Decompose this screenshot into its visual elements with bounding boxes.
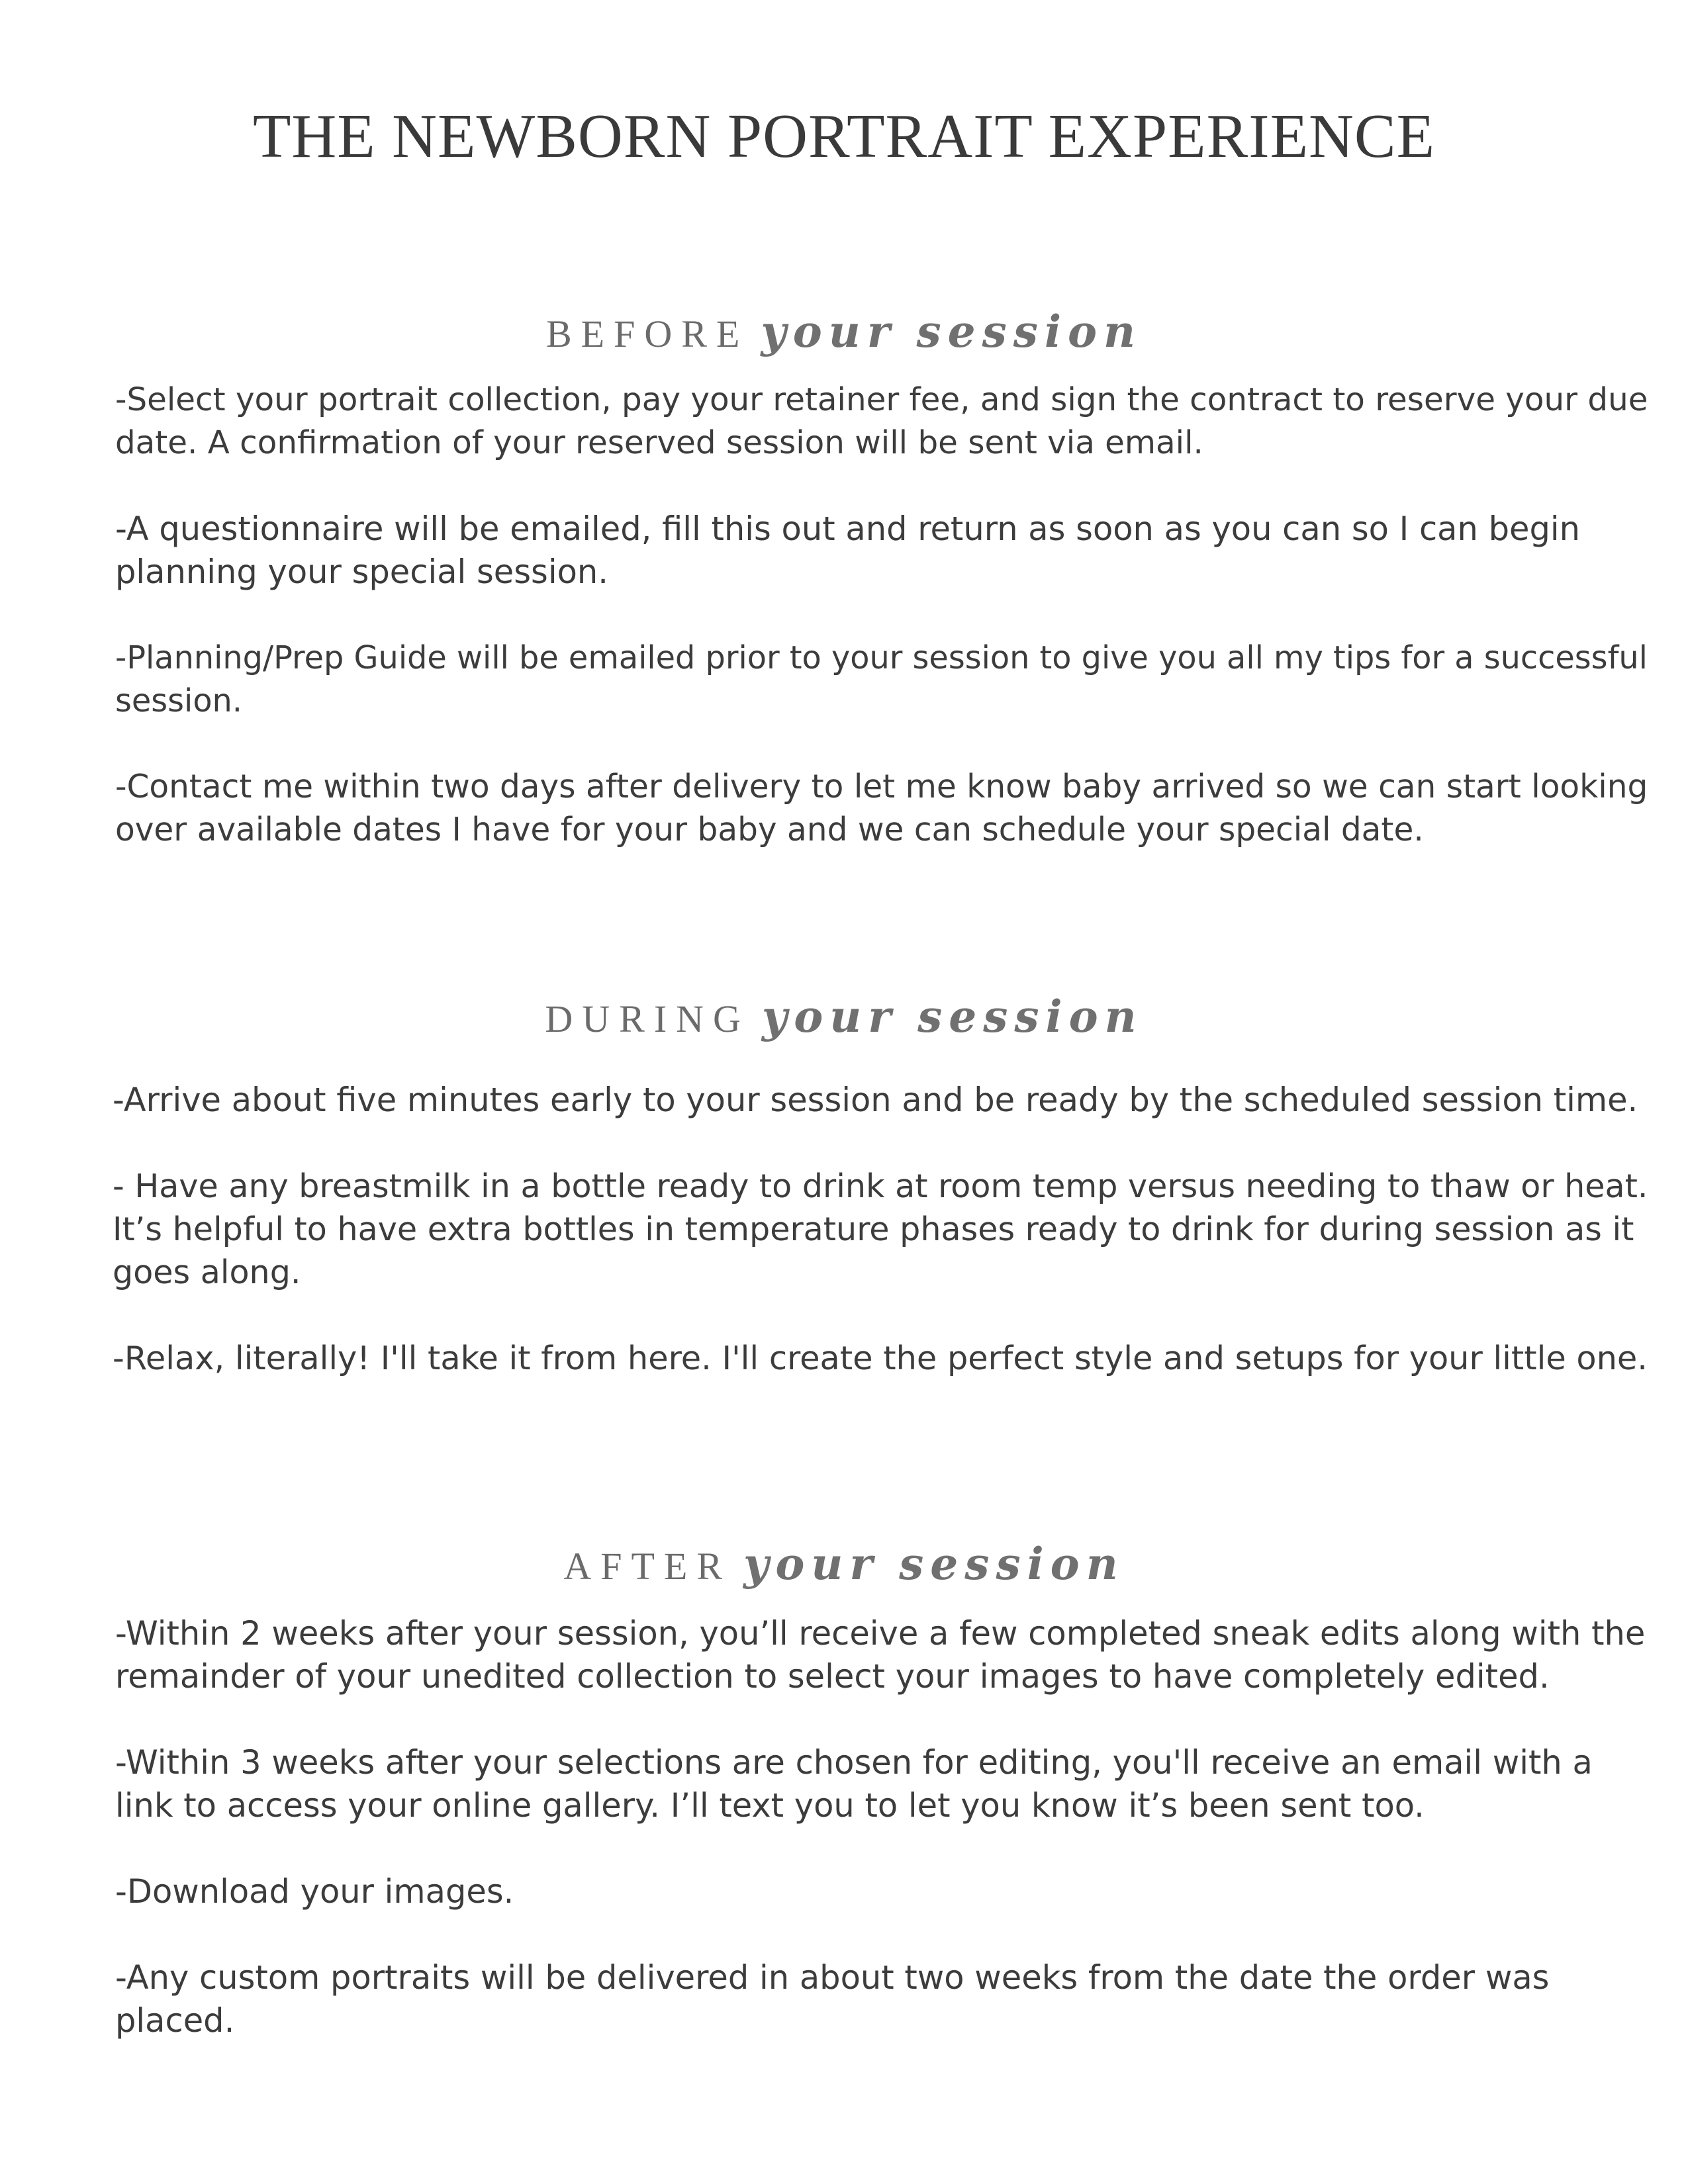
section-heading-during <box>0 991 1688 1042</box>
paragraph-before-4: -Contact me within two days after delivery to let me know baby arrived so we can start looking over available dates I have for your baby and we can schedule your special date. <box>115 768 1648 848</box>
paragraph-after-4: -Any custom portraits will be delivered in about two weeks from the date the order was placed. <box>115 1958 1550 2040</box>
paragraph-during-1: -Arrive about five minutes early to your session and be ready by the scheduled session time. <box>113 1081 1638 1119</box>
section-heading-keyword: DURING <box>545 997 750 1040</box>
section-heading-script: your session <box>761 306 1143 357</box>
section-heading-before <box>0 306 1688 357</box>
section-heading-after <box>0 1538 1688 1590</box>
section-heading-keyword: BEFORE <box>545 312 749 355</box>
section-heading-keyword: AFTER <box>563 1545 731 1588</box>
paragraph-during-3: -Relax, literally! I'll take it from here. I'll create the perfect style and setups for your little one. <box>113 1339 1648 1377</box>
paragraph-after-3: -Download your images. <box>115 1872 514 1911</box>
paragraph-before-3: -Planning/Prep Guide will be emailed prior to your session to give you all my tips for a successful session. <box>115 640 1648 719</box>
paragraph-after-2: -Within 3 weeks after your selections are chosen for editing, you'll receive an email with a link to access your online gallery. I’ll text you to let you know it’s been sent too. <box>115 1743 1593 1825</box>
document-title: THE NEWBORN PORTRAIT EXPERIENCE <box>252 102 1436 171</box>
paragraph-during-2: - Have any breastmilk in a bottle ready to drink at room temp versus needing to thaw or heat. It’s helpful to have extra bottles in temperature phases ready to drink for during session as it goes along. <box>113 1167 1648 1291</box>
section-heading-script: your session <box>761 991 1143 1042</box>
section-heading-script: your session <box>743 1538 1125 1590</box>
paragraph-before-1: -Select your portrait collection, pay your retainer fee, and sign the contract to reserve your due date. A confirmation of your reserved session will be sent via email. <box>115 381 1648 461</box>
paragraph-after-1: -Within 2 weeks after your session, you’ll receive a few completed sneak edits along with the remainder of your unedited collection to select your images to have completely edited. <box>115 1614 1646 1696</box>
paragraph-before-2: -A questionnaire will be emailed, fill this out and return as soon as you can so I can begin planning your special session. <box>115 510 1581 591</box>
